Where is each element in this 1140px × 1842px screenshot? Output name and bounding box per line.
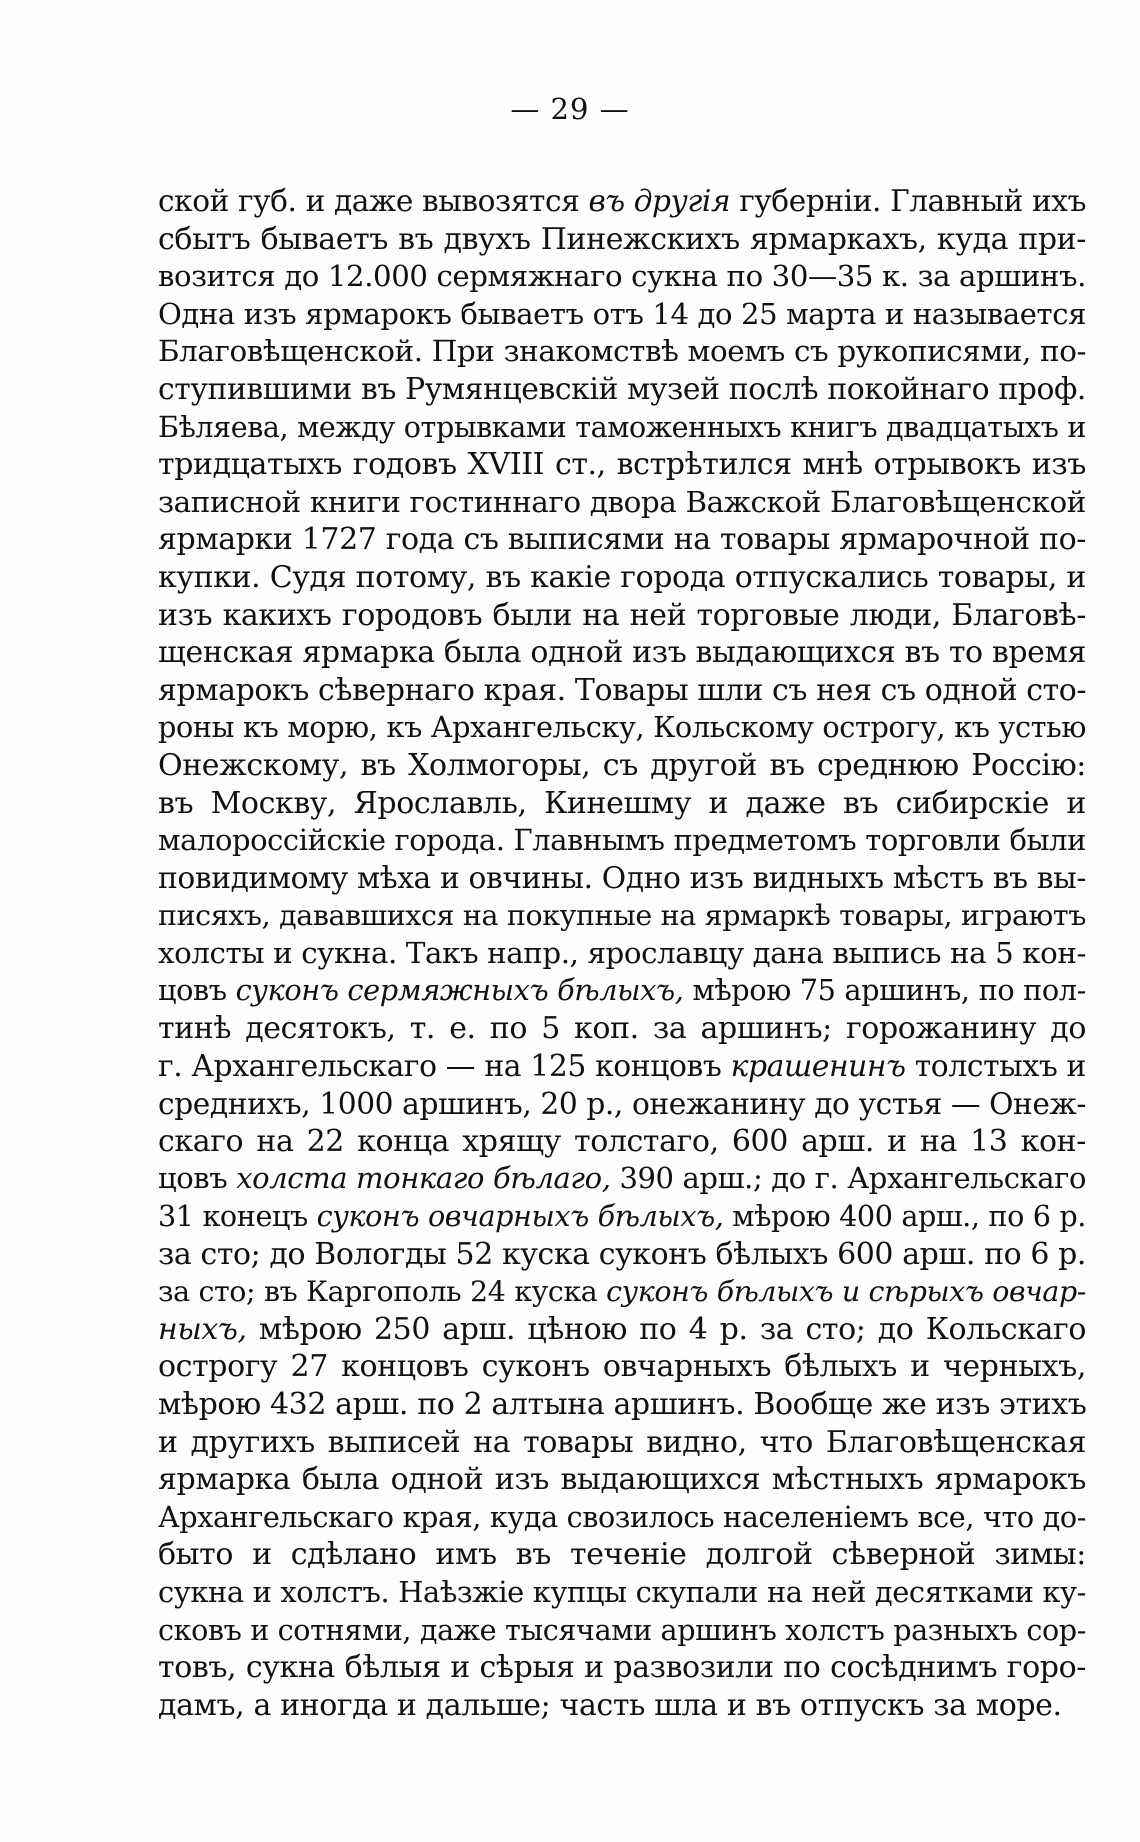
text-line	[158, 221, 1086, 259]
text-line	[158, 333, 1086, 371]
text-line	[158, 785, 1086, 823]
text-segment: дамъ, а иногда и дальше; часть шла и въ отпускъ за море.	[158, 1687, 1062, 1723]
text-line	[158, 935, 1086, 973]
text-line	[158, 371, 1086, 409]
italic-text: суконъ овчарныхъ бѣлыхъ,	[316, 1199, 724, 1234]
text-segment: ярмарки 1727 года съ выписями на товары ярмарочной по-	[158, 522, 1086, 558]
text-segment: за сто; до Вологды 52 куска суконъ бѣлыхъ 600 арш. по 6 р.	[158, 1236, 1087, 1272]
italic-text: суконъ сермяжныхъ бѣлыхъ,	[235, 973, 684, 1008]
text-line	[158, 1085, 1086, 1123]
text-line	[158, 672, 1086, 710]
text-segment: писяхъ, дававшихся на покупные на ярмаркѣ товары, играютъ	[158, 899, 1086, 933]
text-line	[158, 559, 1086, 597]
text-segment: скаго на 22 конца хрящу толстаго, 600 арш. и на 13 кон-	[158, 1123, 1086, 1159]
text-segment: за сто; въ Каргополь 24 куска	[158, 1275, 607, 1309]
text-line	[158, 1649, 1086, 1687]
text-line	[158, 597, 1086, 635]
text-line	[158, 1123, 1086, 1161]
text-segment: холсты и сукна. Такъ напр., ярославцу дана выпись на 5 кон-	[158, 935, 1086, 970]
text-line	[158, 1348, 1086, 1386]
text-line	[158, 1198, 1086, 1236]
text-segment: товъ, сукна бѣлыя и сѣрыя и развозили по сосѣднимъ горо-	[158, 1650, 1086, 1686]
text-line	[158, 1160, 1086, 1198]
text-segment: быто и сдѣлано имъ въ теченіе долгой сѣверной зимы:	[158, 1537, 1086, 1573]
text-line	[158, 634, 1086, 672]
text-segment: губерніи. Главный ихъ	[730, 184, 1087, 218]
text-line	[158, 1010, 1086, 1048]
italic-text: холста тонкаго бѣлаго,	[236, 1161, 611, 1196]
text-line	[158, 1311, 1086, 1349]
text-segment: Одна изъ ярмарокъ бываетъ отъ 14 до 25 марта и называется	[158, 296, 1086, 331]
text-segment: сковъ и сотнями, даже тысячами аршинъ холстъ разныхъ сор-	[158, 1612, 1086, 1647]
text-line	[158, 1461, 1086, 1499]
text-line	[158, 1612, 1086, 1650]
text-segment: ступившими въ Румянцевскій музей послѣ покойнаго проф.	[158, 371, 1086, 407]
text-segment: роны къ морю, къ Архангельску, Кольскому острогу, къ устью	[158, 710, 1086, 745]
text-line	[158, 709, 1086, 747]
text-line	[158, 258, 1086, 296]
text-segment: Благовѣщенской. При знакомствѣ моемъ съ рукописями, по-	[158, 334, 1086, 369]
text-segment: купки. Судя потому, въ какіе города отпускались товары, и	[158, 559, 1086, 595]
text-segment: въ Москву, Ярославль, Кинешму и даже въ сибирскіе и	[158, 785, 1086, 821]
text-segment: мѣрою 250 арш. цѣною по 4 р. за сто; до Кольскаго	[246, 1311, 1086, 1347]
text-segment: острогу 27 концовъ суконъ овчарныхъ бѣлыхъ и черныхъ,	[158, 1349, 1086, 1385]
text-segment: 31 конецъ	[158, 1199, 317, 1234]
text-line	[158, 822, 1086, 860]
text-segment: г. Архангельскаго — на 125 концовъ	[158, 1048, 731, 1084]
page-number: — 29 —	[510, 92, 630, 126]
text-line	[158, 1273, 1086, 1311]
text-line	[158, 446, 1086, 484]
text-line	[158, 1386, 1086, 1424]
text-line	[158, 183, 1086, 221]
text-segment: тридцатыхъ годовъ XVIII ст., встрѣтился мнѣ отрывокъ изъ	[158, 447, 1086, 483]
text-segment: записной книги гостиннаго двора Важской Благовѣщенской	[158, 484, 1086, 519]
text-line	[158, 1424, 1086, 1462]
text-segment: возится до 12.000 сермяжнаго сукна по 30—35 к. за аршинъ.	[158, 259, 1086, 294]
text-line	[158, 1574, 1086, 1612]
text-line	[158, 409, 1086, 447]
text-line	[158, 1236, 1086, 1274]
text-line	[158, 860, 1086, 898]
text-segment: мѣрою 75 аршинъ, по пол-	[683, 973, 1086, 1008]
text-segment: щенская ярмарка была одной изъ выдающихся въ то время	[158, 635, 1086, 671]
text-segment: ской губ. и даже вывозятся	[158, 184, 589, 218]
text-line	[158, 1048, 1086, 1086]
text-segment: толстыхъ и	[905, 1048, 1086, 1084]
text-line	[158, 747, 1086, 785]
text-segment: среднихъ, 1000 аршинъ, 20 р., онежанину до устья — Онеж-	[158, 1086, 1086, 1122]
text-line	[158, 484, 1086, 522]
text-segment: мѣрою 432 арш. по 2 алтына аршинъ. Вообще же изъ этихъ	[158, 1387, 1087, 1422]
italic-text: въ другія	[588, 184, 731, 218]
text-segment: повидимому мѣха и овчины. Одно изъ видныхъ мѣстъ въ вы-	[158, 860, 1086, 896]
text-segment: сукна и холстъ. Наѣзжіе купцы скупали на ней десятками ку-	[158, 1574, 1086, 1609]
italic-text: крашенинъ	[730, 1048, 906, 1084]
italic-text: ныхъ,	[158, 1311, 247, 1347]
text-segment: сбытъ бываетъ въ двухъ Пинежскихъ ярмаркахъ, куда при-	[158, 221, 1086, 257]
text-segment: цовъ	[158, 973, 236, 1008]
text-line	[158, 1687, 1086, 1725]
text-line	[158, 1536, 1086, 1574]
text-segment: изъ какихъ городовъ были на ней торговые люди, Благовѣ-	[158, 597, 1086, 633]
text-segment: ярмарокъ сѣвернаго края. Товары шли съ нея съ одной сто-	[158, 672, 1087, 708]
text-segment: 390 арш.; до г. Архангельскаго	[610, 1161, 1086, 1196]
italic-text: суконъ бѣлыхъ и сѣрыхъ овчар-	[606, 1275, 1087, 1309]
text-line	[158, 521, 1086, 559]
body-text	[158, 183, 1086, 1724]
text-segment: ярмарка была одной изъ выдающихся мѣстныхъ ярмарокъ	[158, 1462, 1086, 1498]
text-segment: Бѣляева, между отрывками таможенныхъ книгъ двадцатыхъ и	[158, 409, 1086, 444]
text-segment: мѣрою 400 арш., по 6 р.	[723, 1199, 1086, 1234]
text-line	[158, 972, 1086, 1010]
text-segment: малороссійскіе города. Главнымъ предметомъ торговли были	[158, 823, 1086, 858]
text-line	[158, 296, 1086, 334]
text-segment: Архангельскаго края, куда свозилось населеніемъ все, что до-	[158, 1499, 1086, 1534]
text-line	[158, 1499, 1086, 1537]
text-segment: цовъ	[158, 1161, 237, 1196]
text-segment: Онежскому, въ Холмогоры, съ другой въ среднюю Россію:	[158, 747, 1086, 783]
text-line	[158, 897, 1086, 935]
text-segment: тинѣ десятокъ, т. е. по 5 коп. за аршинъ; горожанину до	[158, 1011, 1086, 1047]
text-segment: и другихъ выписей на товары видно, что Благовѣщенская	[158, 1424, 1086, 1460]
